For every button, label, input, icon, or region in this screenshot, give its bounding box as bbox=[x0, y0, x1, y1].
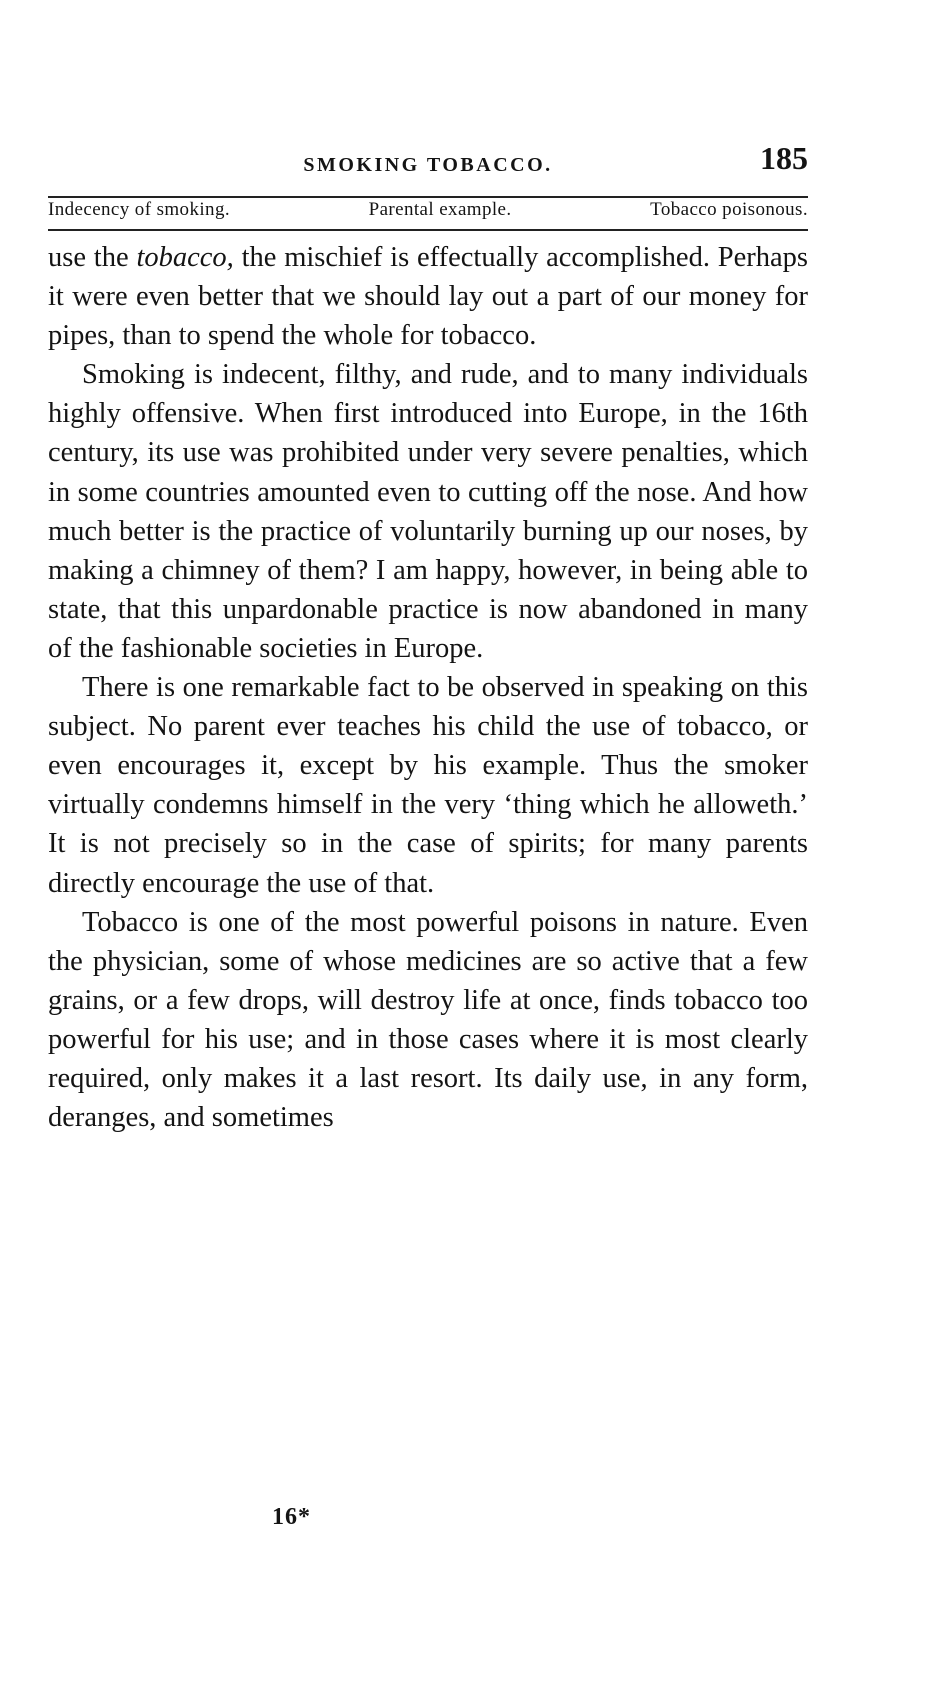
paragraph-continued: use the tobacco, the mischief is effectually accomplished. Perhaps it were even better that we should lay out a part of our money for pipes, than to spend the whole for tobacco. bbox=[48, 242, 808, 352]
paragraph-indecency: Smoking is indecent, filthy, and rude, and to many individuals highly offensive. When first introduced into Europe, in the 16th century, its use was prohibited under very severe penalties, which in some countries amounted even to cutting off the nose. And how much better is the practice of voluntarily burning up our noses, by making a chimney of them? I am happy, however, in being able to state, that this unpardonable practice is now abandoned in many of the fashionable societies in Europe. bbox=[48, 359, 808, 664]
subheading-parental-example: Parental example. bbox=[368, 199, 512, 220]
header-rule-bottom bbox=[48, 229, 808, 231]
header-rule-top bbox=[48, 196, 808, 198]
running-head bbox=[48, 140, 808, 188]
italic-word: tobacco, bbox=[136, 242, 234, 273]
subheading-tobacco-poisonous: Tobacco poisonous. bbox=[650, 199, 808, 220]
topic-subheadings bbox=[48, 199, 808, 227]
paragraph-poison: Tobacco is one of the most powerful poisons in nature. Even the physician, some of whose medicines are so active that a few grains, or a few drops, will destroy life at once, finds tobacco too powerful for his use; and in those cases where it is most clearly required, only makes it a last resort. Its daily use, in any form, deranges, and sometimes bbox=[48, 906, 808, 1134]
paragraph-parental-example: There is one remarkable fact to be observed in speaking on this subject. No parent ever teaches his child the use of tobacco, or even encourages it, except by his example. Thus the smoker virtually condemns himself in the very ‘thing which he alloweth.’ It is not precisely so in the case of spirits; for many parents directly encourage the use of that. bbox=[48, 672, 808, 899]
subheading-indecency: Indecency of smoking. bbox=[48, 199, 230, 220]
running-title: SMOKING TOBACCO. bbox=[303, 154, 553, 176]
signature-mark: 16* bbox=[272, 1504, 311, 1530]
body-text bbox=[48, 238, 808, 1137]
page-number: 185 bbox=[760, 140, 808, 176]
